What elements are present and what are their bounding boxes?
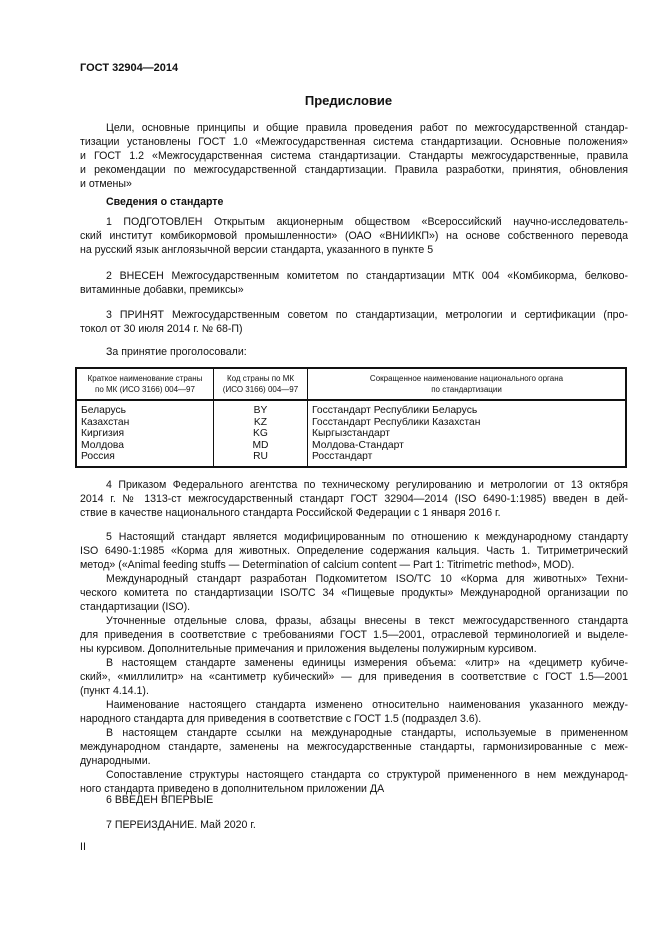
item-5-paragraph <box>80 768 628 796</box>
text-line: и отмены» <box>80 178 132 190</box>
item-5-paragraph <box>80 698 628 726</box>
text-line: ного стандарта приведено в дополнительном приложении ДА <box>80 783 385 795</box>
table-row <box>76 400 626 417</box>
cell-standards-body: Госстандарт Республики Казахстан <box>308 417 627 429</box>
text-line: и рекомендации по межгосударственной стандартизации. Правила разработки, принятия, обновления <box>80 164 628 176</box>
header-line: по стандартизации <box>431 385 502 394</box>
item-5-paragraph <box>80 614 628 656</box>
cell-standards-body: Молдова-Стандарт <box>308 440 627 452</box>
table-row <box>76 417 626 429</box>
item-3 <box>80 308 628 336</box>
cell-code: KG <box>214 428 308 440</box>
table-row <box>76 428 626 440</box>
header-line: Сокращенное наименование национального органа <box>369 374 564 383</box>
item-2 <box>80 269 628 297</box>
text-line: Цели, основные принципы и общие правила проведения работ по межгосударственной стандар- <box>106 122 628 134</box>
text-line: 3 ПРИНЯТ Межгосударственным советом по стандартизации, метрологии и сертификации (про- <box>106 309 628 321</box>
text-line: народного стандарта для приведения в соответствие с ГОСТ 1.5 (подраздел 3.6). <box>80 713 482 725</box>
text-line: Международный стандарт разработан Подкомитетом ISO/TC 10 «Корма для животных» Техни- <box>106 573 628 585</box>
cell-standards-body: Кыргызстандарт <box>308 428 627 440</box>
item-5-paragraph <box>80 656 628 698</box>
item-5 <box>80 530 628 796</box>
page-number: II <box>80 841 86 853</box>
cell-country: Киргизия <box>81 428 125 440</box>
voting-table <box>75 367 627 468</box>
header-line: по МК (ИСО 3166) 004—97 <box>95 385 195 394</box>
text-line: В настоящем стандарте ссылки на международные стандарты, используемые в примененном <box>106 727 628 739</box>
item-4 <box>80 478 628 520</box>
text-line: 2014 г. № 1313-ст межгосударственный стандарт ГОСТ 32904—2014 (ISO 6490-1:1985) введен в дей- <box>80 493 628 505</box>
text-line: 1 ПОДГОТОВЛЕН Открытым акционерным обществом «Всероссийский научно-исследователь- <box>106 216 628 228</box>
text-line: на русский язык англоязычной версии стандарта, указанного в пункте 5 <box>80 244 434 256</box>
text-line: витаминные добавки, премиксы» <box>80 284 244 296</box>
text-line: и ГОСТ 1.2 «Межгосударственная система стандартизации. Стандарты межгосударственные, правила <box>80 150 628 162</box>
item-1 <box>80 215 628 257</box>
col-header-country <box>76 368 214 400</box>
table-row <box>76 451 626 467</box>
text-line: для приведения в соответствие с требованиями ГОСТ 1.5—2001, отраслевой терминологией и выделе- <box>80 629 628 641</box>
table-row <box>76 440 626 452</box>
cell-country: Россия <box>81 451 115 463</box>
text-line: дународными. <box>80 755 151 767</box>
item-7: 7 ПЕРЕИЗДАНИЕ. Май 2020 г. <box>106 819 256 831</box>
text-line: тизации установлены ГОСТ 1.0 «Межгосударственная система стандартизации. Основные положения» <box>80 136 628 148</box>
text-line: Наименование настоящего стандарта изменено относительно наименования указанного между- <box>106 699 628 711</box>
voted-label: За принятие проголосовали: <box>106 346 247 358</box>
text-line: ский», «миллилитр» на «сантиметр кубический» — для приведения в соответствие с ГОСТ 1.5—2001 <box>80 671 628 683</box>
text-line: (пункт 4.14.1). <box>80 685 149 697</box>
text-line: международном стандарте, заменены на межгосударственные стандарты, гармонизированные с меж- <box>80 741 628 753</box>
text-line: ский институт комбикормовой промышленности» (ОАО «ВНИИКП») на основе собственного перевода <box>80 230 628 242</box>
text-line: ствие в качестве национального стандарта Российской Федерации с 1 января 2016 г. <box>80 507 501 519</box>
col-header-body <box>308 368 627 400</box>
header-line: Краткое наименование страны <box>87 374 203 383</box>
cell-country: Казахстан <box>81 416 130 428</box>
text-line: ны курсивом. Дополнительные примечания и приложения выделены полужирным курсивом. <box>80 643 537 655</box>
cell-standards-body: Госстандарт Республики Беларусь <box>308 400 627 417</box>
document-id: ГОСТ 32904—2014 <box>80 62 179 74</box>
cell-code: MD <box>214 440 308 452</box>
section-heading: Сведения о стандарте <box>106 196 224 208</box>
col-header-code <box>214 368 308 400</box>
cell-code: RU <box>214 451 308 467</box>
intro-paragraph <box>80 121 628 191</box>
text-line: стандартизации (ISO). <box>80 601 191 613</box>
text-line: метод» («Animal feeding stuffs — Determination of calcium content — Part 1: Titrimetric method», MOD). <box>80 559 575 571</box>
text-line: 4 Приказом Федерального агентства по техническому регулированию и метрологии от 13 октября <box>106 479 628 491</box>
cell-standards-body: Росстандарт <box>308 451 627 467</box>
page-title: Предисловие <box>304 93 393 108</box>
text-line: 5 Настоящий стандарт является модифицированным по отношению к международному стандарту <box>106 531 628 543</box>
item-6: 6 ВВЕДЕН ВПЕРВЫЕ <box>106 794 214 806</box>
cell-code: KZ <box>214 417 308 429</box>
text-line: В настоящем стандарте заменены единицы измерения объема: «литр» на «дециметр кубиче- <box>106 657 628 669</box>
item-5-paragraph <box>80 530 628 572</box>
item-5-paragraph <box>80 726 628 768</box>
header-line: (ИСО 3166) 004—97 <box>222 385 299 394</box>
item-5-paragraph <box>80 572 628 614</box>
table-header-row <box>76 368 626 400</box>
cell-code: BY <box>214 400 308 417</box>
text-line: ISO 6490-1:1985 «Корма для животных. Определение содержания кальция. Часть 1. Титриметрический <box>80 545 628 557</box>
text-line: 2 ВНЕСЕН Межгосударственным комитетом по стандартизации МТК 004 «Комбикорма, белково- <box>106 270 628 282</box>
text-line: токол от 30 июля 2014 г. № 68-П) <box>80 323 243 335</box>
cell-country: Молдова <box>81 439 125 451</box>
text-line: Уточненные отдельные слова, фразы, абзацы внесены в текст межгосударственного стандарта <box>106 615 628 627</box>
header-line: Код страны по МК <box>226 374 295 383</box>
text-line: Сопоставление структуры настоящего стандарта со структурой примененного в нем международ- <box>106 769 628 781</box>
text-line: ческого комитета по стандартизации ISO/TC 34 «Пищевые продукты» Международной организации по <box>80 587 628 599</box>
cell-country: Беларусь <box>81 405 127 416</box>
